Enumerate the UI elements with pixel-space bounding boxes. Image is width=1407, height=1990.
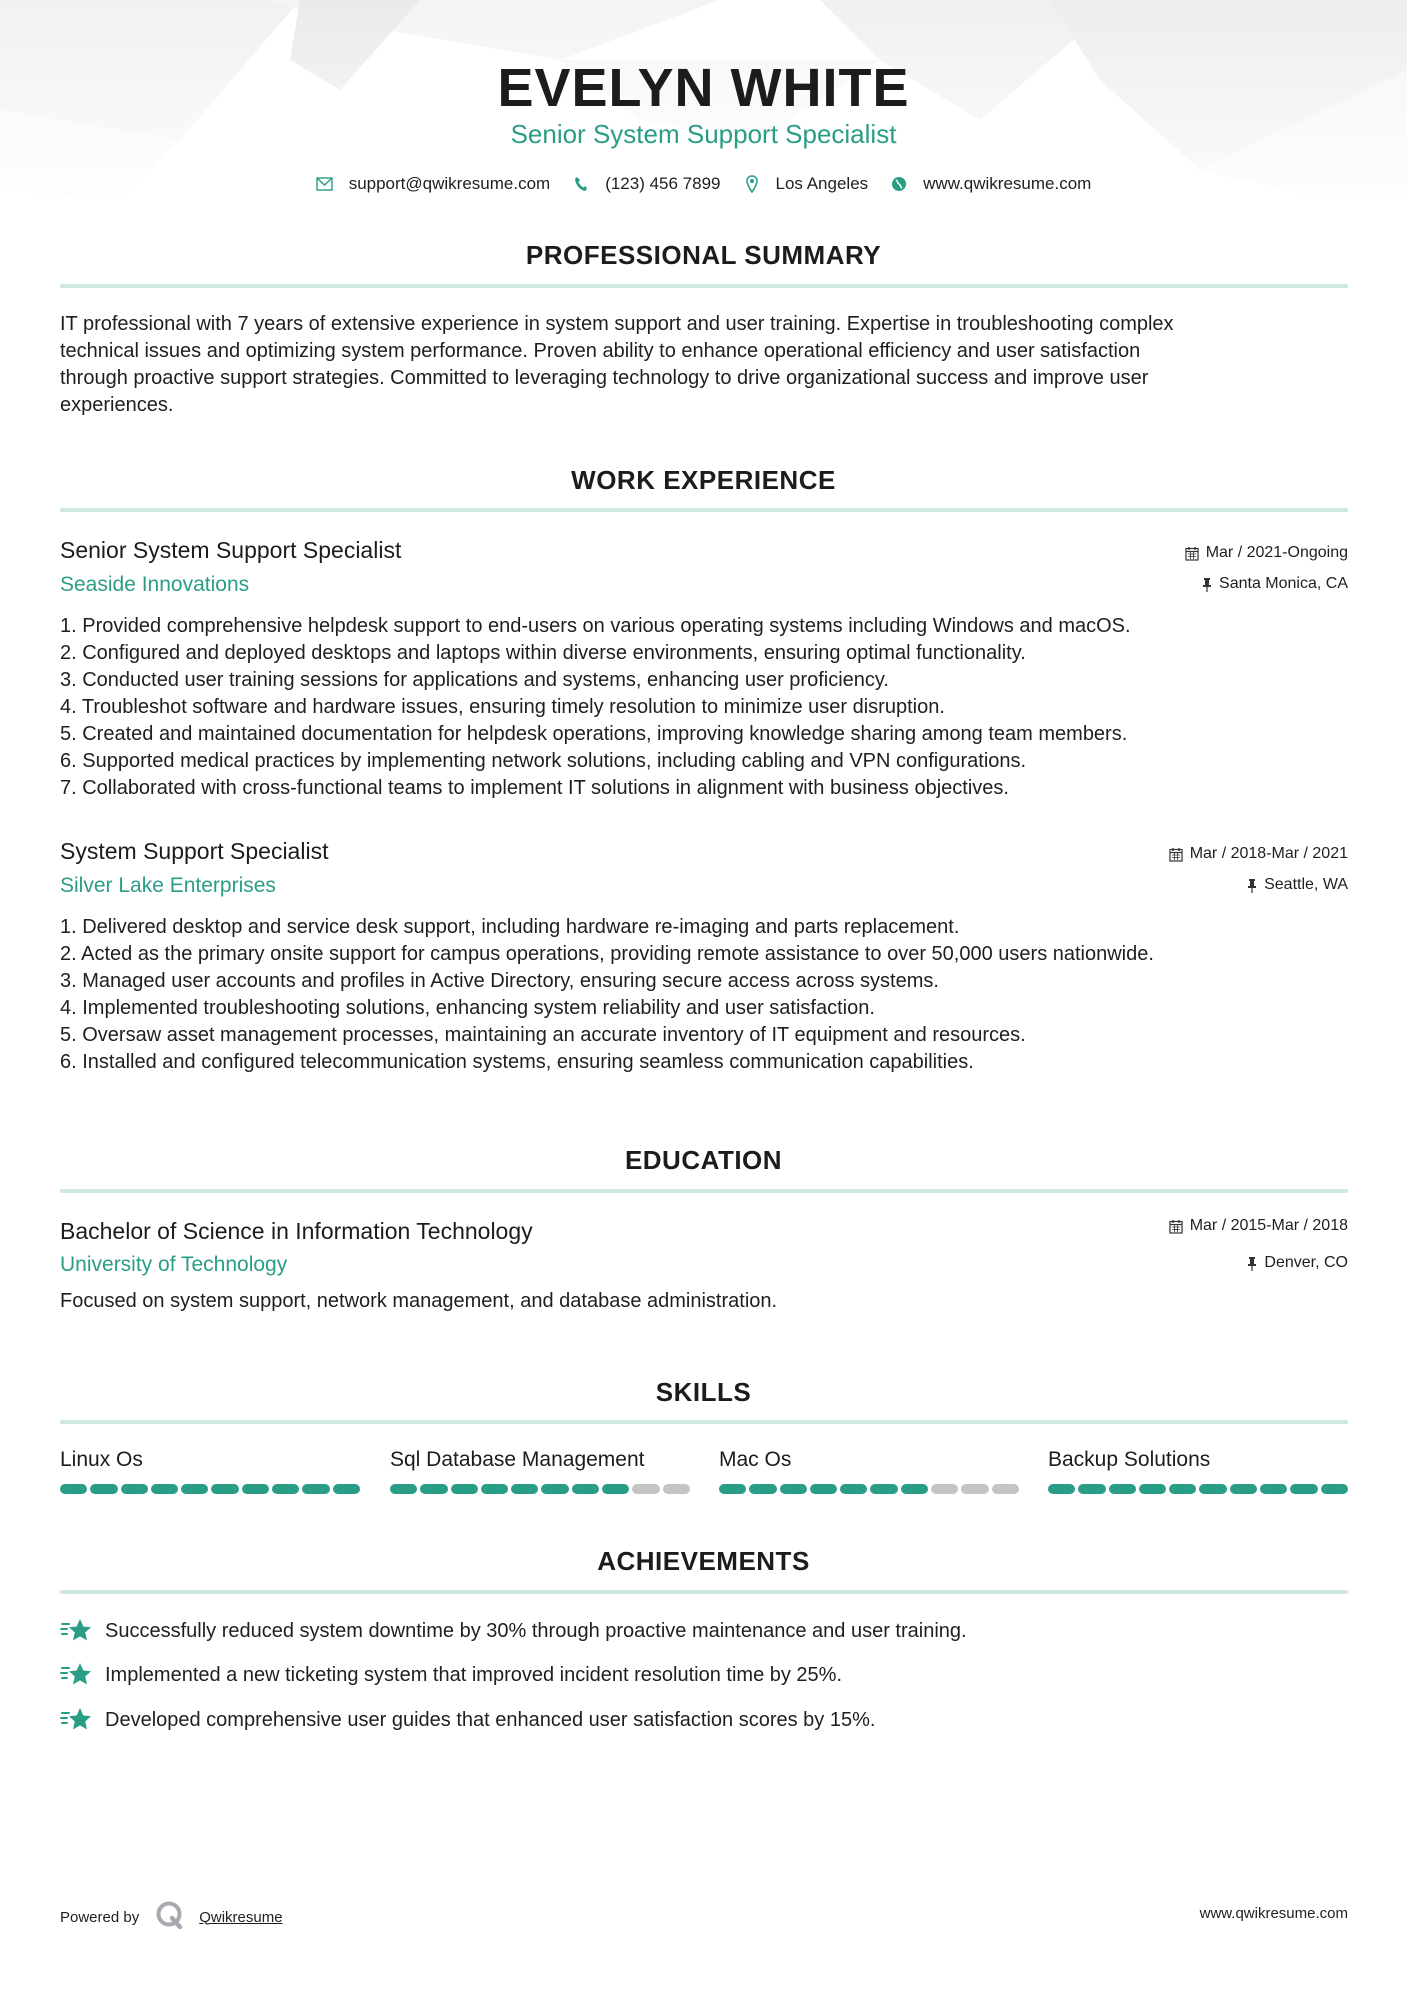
contact-website-text: www.qwikresume.com <box>923 174 1092 193</box>
education-divider <box>60 1189 1348 1193</box>
powered-by-label: Powered by <box>60 1908 140 1926</box>
skill-pill-filled <box>1199 1484 1226 1494</box>
job-bullet: 7. Collaborated with cross-functional teams to implement IT solutions in alignment with business objectives. <box>60 777 1009 799</box>
summary-heading: PROFESSIONAL SUMMARY <box>525 240 882 270</box>
skill-pill-filled <box>90 1484 117 1494</box>
job-bullet: 1. Provided comprehensive helpdesk support to end-users on various operating systems including Windows and macOS. <box>60 615 1131 637</box>
skill-pill-empty <box>632 1484 659 1494</box>
star-icon <box>60 1705 92 1735</box>
achievement-text: Developed comprehensive user guides that enhanced user satisfaction scores by 15%. <box>105 1708 876 1731</box>
education-heading: EDUCATION <box>624 1145 783 1175</box>
skill-pill-filled <box>60 1484 87 1494</box>
job-bullet: 2. Configured and deployed desktops and laptops within diverse environments, ensuring optimal functionality. <box>60 642 1026 664</box>
contact-location <box>743 172 869 196</box>
job-bullet: 4. Implemented troubleshooting solutions, enhancing system reliability and user satisfaction. <box>60 997 875 1019</box>
job-company: Seaside Innovations <box>60 573 250 596</box>
job-bullet: 3. Conducted user training sessions for applications and systems, enhancing user proficiency. <box>60 669 889 691</box>
skill-pill-filled <box>1321 1484 1348 1494</box>
contact-phone-text: (123) 456 7899 <box>605 174 721 193</box>
skill-pill-filled <box>901 1484 928 1494</box>
skill-pill-filled <box>780 1484 807 1494</box>
skill-rating <box>1048 1484 1348 1494</box>
job-bullet: 4. Troubleshot software and hardware issues, ensuring timely resolution to minimize user disruption. <box>60 696 945 718</box>
education-dates-text: Mar / 2015-Mar / 2018 <box>1189 1217 1348 1234</box>
job-bullet: 2. Acted as the primary onsite support for campus operations, providing remote assistance to over 50,000 users nationwide. <box>60 943 1154 965</box>
skills-divider <box>60 1420 1348 1424</box>
education-location <box>1247 1252 1348 1274</box>
star-icon <box>60 1660 92 1690</box>
skill-pill-filled <box>719 1484 746 1494</box>
education-degree: Bachelor of Science in Information Technology <box>60 1218 533 1244</box>
contact-row <box>0 172 1407 196</box>
job-bullet: 6. Installed and configured telecommunication systems, ensuring seamless communication capabilities. <box>60 1051 974 1073</box>
skill-item <box>1048 1446 1348 1494</box>
footer-url[interactable]: www.qwikresume.com <box>1199 1905 1348 1922</box>
skill-pill-filled <box>1260 1484 1287 1494</box>
contact-email[interactable] <box>316 172 551 196</box>
education-dates <box>1169 1215 1348 1237</box>
education-location-text: Denver, CO <box>1264 1254 1348 1271</box>
job-title: System Support Specialist <box>60 838 329 864</box>
globe-icon <box>890 175 908 193</box>
skill-pill-filled <box>242 1484 269 1494</box>
star-icon <box>60 1616 92 1646</box>
skills-heading: SKILLS <box>655 1377 752 1407</box>
skill-label: Sql Database Management <box>390 1448 645 1471</box>
skill-item <box>719 1446 1019 1494</box>
calendar-icon <box>1169 1219 1183 1234</box>
contact-email-text: support@qwikresume.com <box>348 174 551 193</box>
summary-line: experiences. <box>60 394 174 416</box>
job-dates-text: Mar / 2018-Mar / 2021 <box>1189 845 1348 862</box>
phone-icon <box>572 175 590 193</box>
skill-pill-filled <box>211 1484 238 1494</box>
skill-item <box>390 1446 690 1494</box>
skill-pill-empty <box>931 1484 958 1494</box>
calendar-icon <box>1185 546 1199 561</box>
skill-rating <box>390 1484 690 1494</box>
summary-text <box>60 311 1350 419</box>
map-pin-icon <box>743 175 761 193</box>
achievement-text: Successfully reduced system downtime by 30% through proactive maintenance and user training. <box>105 1619 967 1642</box>
skill-pill-filled <box>333 1484 360 1494</box>
skill-pill-filled <box>541 1484 568 1494</box>
contact-location-text: Los Angeles <box>775 174 869 193</box>
candidate-name: EVELYN WHITE <box>497 58 910 118</box>
qwikresume-logo-icon <box>155 1900 185 1934</box>
job-bullet: 6. Supported medical practices by implementing network solutions, including cabling and VPN configurations. <box>60 750 1027 772</box>
candidate-role: Senior System Support Specialist <box>510 119 897 149</box>
skill-label: Linux Os <box>60 1448 143 1471</box>
skill-pill-filled <box>1230 1484 1257 1494</box>
skill-pill-filled <box>1109 1484 1136 1494</box>
pushpin-icon <box>1202 577 1212 592</box>
skill-pill-filled <box>602 1484 629 1494</box>
skill-pill-filled <box>390 1484 417 1494</box>
achievement-item <box>60 1660 842 1690</box>
skill-pill-filled <box>1290 1484 1317 1494</box>
job-location-text: Seattle, WA <box>1264 876 1348 893</box>
education-description: Focused on system support, network management, and database administration. <box>60 1290 778 1312</box>
job-bullet: 3. Managed user accounts and profiles in Active Directory, ensuring secure access across systems. <box>60 970 939 992</box>
skill-pill-filled <box>302 1484 329 1494</box>
job-location-text: Santa Monica, CA <box>1219 575 1348 592</box>
achievements-heading: ACHIEVEMENTS <box>597 1546 810 1576</box>
job-location <box>1247 874 1348 896</box>
skill-pill-filled <box>840 1484 867 1494</box>
skill-rating <box>60 1484 360 1494</box>
skill-pill-filled <box>1169 1484 1196 1494</box>
skill-label: Mac Os <box>719 1448 792 1471</box>
job-location <box>1202 573 1348 595</box>
experience-divider <box>60 508 1348 512</box>
skill-item <box>60 1446 360 1494</box>
skill-pill-filled <box>151 1484 178 1494</box>
skill-pill-empty <box>961 1484 988 1494</box>
job-company: Silver Lake Enterprises <box>60 874 276 897</box>
summary-line: technical issues and optimizing system performance. Proven ability to enhance operational efficiency and user satisfaction <box>60 340 1141 362</box>
skill-rating <box>719 1484 1019 1494</box>
skill-pill-filled <box>272 1484 299 1494</box>
skill-pill-empty <box>663 1484 690 1494</box>
achievements-divider <box>60 1590 1348 1594</box>
skill-pill-filled <box>810 1484 837 1494</box>
skill-pill-filled <box>481 1484 508 1494</box>
job-title: Senior System Support Specialist <box>60 537 402 563</box>
skill-pill-filled <box>572 1484 599 1494</box>
summary-line: through proactive support strategies. Committed to leveraging technology to drive organizational success and improve user <box>60 367 1149 389</box>
achievement-item <box>60 1616 967 1646</box>
skill-label: Backup Solutions <box>1048 1448 1211 1471</box>
skill-pill-filled <box>1139 1484 1166 1494</box>
footer-powered-by <box>60 1900 283 1934</box>
qwikresume-link[interactable]: Qwikresume <box>199 1908 283 1926</box>
summary-line: IT professional with 7 years of extensive experience in system support and user training. Expertise in troubleshooting complex <box>60 313 1174 335</box>
pushpin-icon <box>1247 878 1257 893</box>
skill-pill-filled <box>1078 1484 1105 1494</box>
calendar-icon <box>1169 847 1183 862</box>
contact-phone[interactable] <box>572 172 720 196</box>
job-bullet: 1. Delivered desktop and service desk support, including hardware re-imaging and parts replacement. <box>60 916 960 938</box>
job-dates <box>1169 843 1348 865</box>
skill-pill-empty <box>992 1484 1019 1494</box>
job-bullet: 5. Oversaw asset management processes, maintaining an accurate inventory of IT equipment and resources. <box>60 1024 1026 1046</box>
skill-pill-filled <box>1048 1484 1075 1494</box>
skill-pill-filled <box>181 1484 208 1494</box>
achievement-text: Implemented a new ticketing system that improved incident resolution time by 25%. <box>105 1663 843 1686</box>
skill-pill-filled <box>870 1484 897 1494</box>
skill-pill-filled <box>420 1484 447 1494</box>
job-bullets <box>60 914 1360 1076</box>
job-bullet: 5. Created and maintained documentation for helpdesk operations, improving knowledge sharing among team members. <box>60 723 1128 745</box>
job-dates-text: Mar / 2021-Ongoing <box>1205 544 1348 561</box>
contact-website[interactable] <box>890 172 1091 196</box>
education-school: University of Technology <box>60 1253 288 1276</box>
summary-divider <box>60 284 1348 288</box>
skill-pill-filled <box>121 1484 148 1494</box>
job-dates <box>1185 542 1348 564</box>
experience-heading: WORK EXPERIENCE <box>571 465 836 495</box>
achievement-item <box>60 1705 875 1735</box>
skill-pill-filled <box>749 1484 776 1494</box>
envelope-icon <box>316 175 334 193</box>
pushpin-icon <box>1247 1256 1257 1271</box>
skill-pill-filled <box>511 1484 538 1494</box>
skill-pill-filled <box>451 1484 478 1494</box>
job-bullets <box>60 613 1360 802</box>
